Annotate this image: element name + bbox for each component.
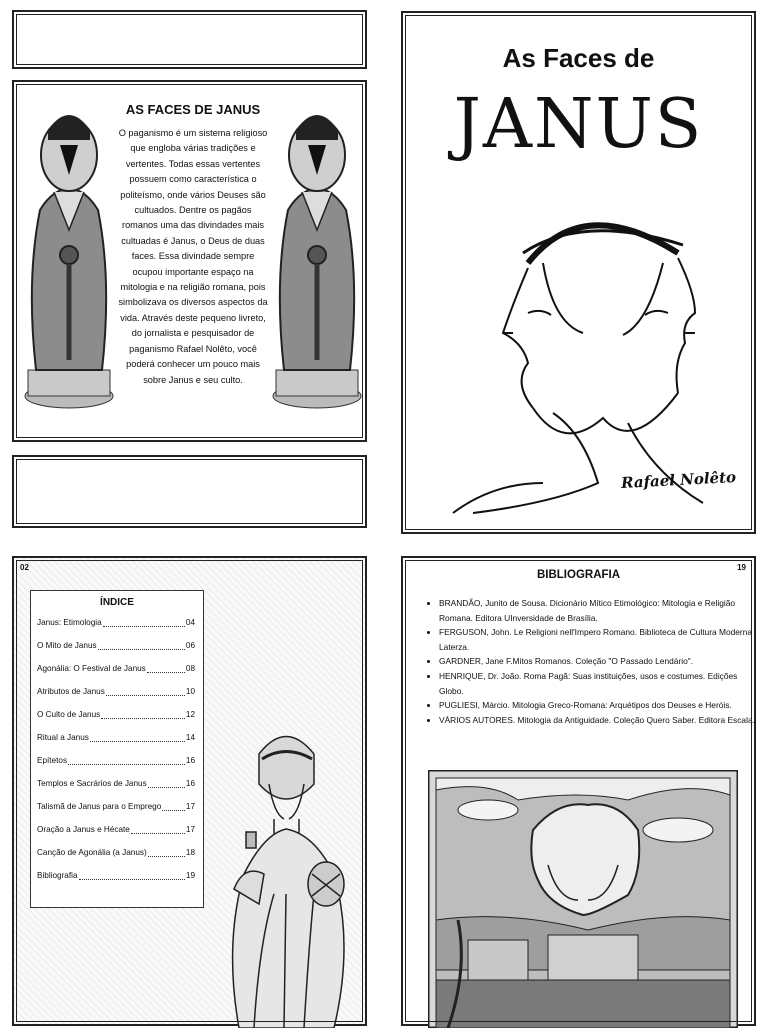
index-page [12, 556, 367, 1026]
index-box [30, 590, 204, 908]
bibliography-item: • BRANDÃO, Junito de Sousa. Dicionário Mítico Etimológico: Mitologia e Religião Romana. Editora UInversidade de Brasília. [439, 596, 755, 625]
blank-frame-bottom [12, 455, 367, 528]
index-entry-page: 16 [185, 779, 195, 788]
index-entry-leader [131, 825, 185, 834]
blank-frame-top [12, 10, 367, 69]
index-entry-leader [101, 710, 185, 719]
index-entry-leader [68, 756, 185, 765]
index-entry [37, 779, 195, 802]
bibliography-item: • VÁRIOS AUTORES. Mitologia da Antiguidade. Coleção Quero Saber. Editora Escala. [439, 713, 755, 728]
index-entry [37, 641, 195, 664]
index-entry-label: Canção de Agonália (a Janus) [37, 848, 147, 857]
index-entry-leader [103, 618, 185, 627]
intro-panel [12, 80, 367, 442]
janus-statue-left-image [22, 100, 116, 410]
index-entry-page: 06 [185, 641, 195, 650]
index-entry-label: O Culto de Janus [37, 710, 101, 719]
index-list [31, 618, 203, 894]
index-entry-leader [162, 802, 185, 811]
page-number: 19 [737, 563, 746, 572]
index-entry-label: O Mito de Janus [37, 641, 97, 650]
index-entry-page: 10 [185, 687, 195, 696]
janus-figure-engraving-image [214, 724, 359, 1028]
bibliography-list [425, 596, 755, 727]
index-entry-leader [79, 871, 185, 880]
janus-woodcut-engraving-image [428, 770, 738, 1028]
index-entry-page: 19 [185, 871, 195, 880]
index-entry-page: 14 [185, 733, 195, 742]
bibliography-title: BIBLIOGRAFIA [536, 569, 621, 581]
index-entry-page: 18 [185, 848, 195, 857]
cover-author-signature: Rafael Nolêto [620, 468, 737, 492]
index-entry-page: 17 [185, 802, 195, 811]
index-entry-leader [148, 779, 185, 788]
index-entry-page: 17 [185, 825, 195, 834]
index-entry-label: Janus: Etimologia [37, 618, 102, 627]
bibliography-item: • GARDNER, Jane F.Mitos Romanos. Coleção "O Passado Lendário". [439, 654, 755, 669]
index-entry-label: Templos e Sacrários de Janus [37, 779, 147, 788]
index-entry [37, 871, 195, 894]
intro-text: O paganismo é um sistema religioso que engloba várias tradições e vertentes. Todas essas vertentes possuem como característica o politeísmo, onde vários Deuses são cultuados. Dentre os pagãos romanos uma das divindades mais cultuadas é Janus, o Deus de duas faces. Essa divindade sempre ocupou importante espaço na mitologia e na religião romana, pois simbolizava os diversos aspectos da vida. Através deste pequeno livreto, do jornalista e pesquisador de paganismo Rafael Nolêto, você poderá conhecer um pouco mais sobre Janus e seu culto. [118, 128, 268, 385]
index-entry-label: Bibliografia [37, 871, 78, 880]
index-entry-label: Agonália: O Festival de Janus [37, 664, 146, 673]
index-title: ÍNDICE [100, 597, 134, 608]
index-entry-label: Ritual a Janus [37, 733, 89, 742]
index-entry [37, 710, 195, 733]
index-entry [37, 756, 195, 779]
index-entry-label: Epítetos [37, 756, 68, 765]
cover-title: As Faces de [502, 43, 655, 73]
index-entry [37, 825, 195, 848]
index-entry-page: 04 [185, 618, 195, 627]
bibliography-item: • FERGUSON, John. Le Religioni nell'Impero Romano. Biblioteca de Cultura Moderna Laterza. [439, 625, 755, 654]
janus-statue-right-image [270, 100, 364, 410]
index-entry [37, 664, 195, 687]
index-entry [37, 733, 195, 756]
index-entry [37, 802, 195, 825]
bibliography-item: • HENRIQUE, Dr. João. Roma Pagã: Suas instituições, usos e costumes. Edições Globo. [439, 669, 755, 698]
index-entry [37, 618, 195, 641]
intro-title: AS FACES DE JANUS [125, 102, 261, 117]
index-entry-leader [147, 664, 185, 673]
bibliography-page [401, 556, 756, 1026]
bibliography-item: • PUGLIESI, Márcio. Mitologia Greco-Romana: Arquétipos dos Deuses e Heróis. [439, 698, 755, 713]
index-entry [37, 687, 195, 710]
cover-page [401, 11, 756, 534]
index-entry-leader [90, 733, 185, 742]
index-entry-label: Oração a Janus e Hécate [37, 825, 130, 834]
index-entry-label: Talismã de Janus para o Emprego [37, 802, 162, 811]
index-entry-leader [148, 848, 185, 857]
index-entry-leader [106, 687, 185, 696]
index-entry-page: 08 [185, 664, 195, 673]
index-entry-leader [98, 641, 185, 650]
index-entry [37, 848, 195, 871]
index-entry-page: 16 [185, 756, 195, 765]
index-entry-label: Atributos de Janus [37, 687, 105, 696]
page-number: 02 [20, 563, 29, 572]
cover-name: JANUS [453, 85, 704, 164]
index-entry-page: 12 [185, 710, 195, 719]
